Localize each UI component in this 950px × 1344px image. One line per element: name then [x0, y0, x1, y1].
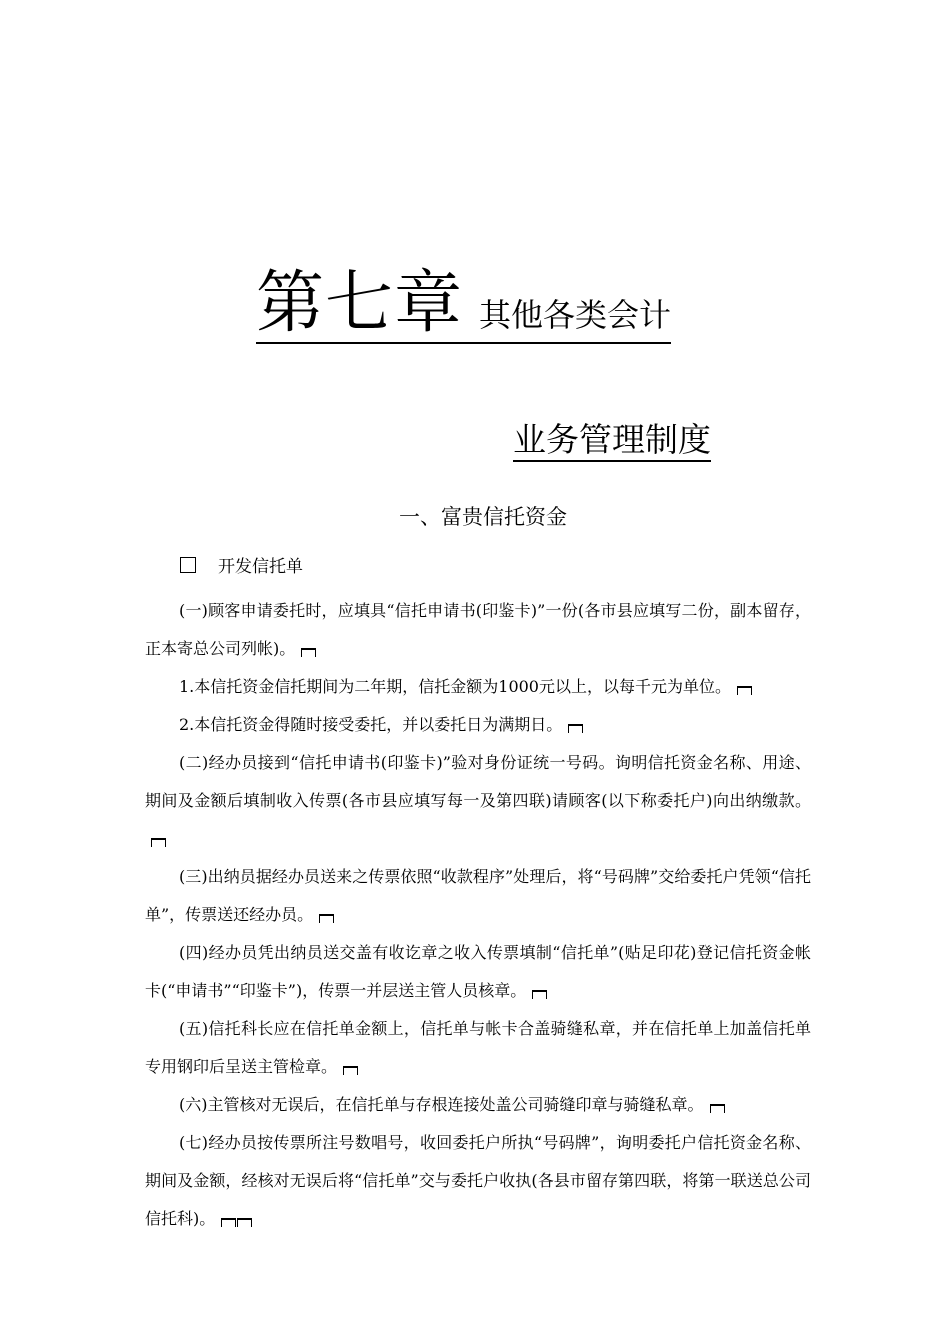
paragraph: (七)经办员按传票所注号数唱号，收回委托户所执“号码牌”，询明委托户信托资金名称、期间及金额，经核对无误后将“信托单”交与委托户收执(各县市留存第四联，将第一联送总公司信托科)。: [145, 1133, 811, 1228]
paragraph: (二)经办员接到“信托申请书(印鉴卡)”验对身份证统一号码。询明信托资金名称、用途、期间及金额后填制收入传票(各市县应填写每一及第四联)请顾客(以下称委托户)向出纳缴款。: [145, 744, 811, 858]
paragraph-mark-icon: [737, 686, 752, 695]
paragraph-mark-icon: [532, 990, 547, 999]
paragraph: (六)主管核对无误后，在信托单与存根连接处盖公司骑缝印章与骑缝私章。: [145, 1086, 811, 1124]
paragraph-mark-icon: [343, 1066, 358, 1075]
paragraph: (五)信托科长应在信托单金额上，信托单与帐卡合盖骑缝私章，并在信托单上加盖信托单专用钢印后呈送主管检章。: [145, 1019, 811, 1076]
paragraph: 2.本信托资金得随时接受委托，并以委托日为满期日。: [145, 706, 811, 744]
paragraph: (一)顾客申请委托时，应填具“信托申请书(印鉴卡)”一份(各市县应填写二份，副本留存，正本寄总公司列帐)。: [145, 601, 811, 658]
checkbox-icon: [180, 557, 196, 573]
paragraph-mark-icon: [237, 1218, 252, 1227]
paragraph: (四)经办员凭出纳员送交盖有收讫章之收入传票填制“信托单”(贴足印花)登记信托资金帐卡(“申请书”“印鉴卡”)，传票一并层送主管人员核章。: [145, 943, 811, 1000]
item-heading-text: 开发信托单: [218, 557, 303, 577]
paragraph-mark-icon: [151, 838, 166, 847]
chapter-title: [256, 264, 672, 344]
paragraph-mark-icon: [301, 648, 316, 657]
chapter-subtitle: 业务管理制度: [513, 422, 711, 462]
paragraph-mark-icon: [568, 724, 583, 733]
item-heading: [180, 552, 303, 577]
section-heading: 一、富贵信托资金: [399, 505, 567, 529]
chapter-title-text: 其他各类会计: [479, 296, 672, 334]
paragraph-mark-icon: [710, 1104, 725, 1113]
document-body: [145, 592, 811, 1238]
paragraph: 1.本信托资金信托期间为二年期，信托金额为1000元以上，以每千元为单位。: [145, 668, 811, 706]
chapter-number: 第七章: [256, 264, 464, 343]
paragraph-mark-icon: [221, 1218, 236, 1227]
paragraph-mark-icon: [319, 914, 334, 923]
paragraph: (三)出纳员据经办员送来之传票依照“收款程序”处理后，将“号码牌”交给委托户凭领“信托单”，传票送还经办员。: [145, 867, 811, 924]
